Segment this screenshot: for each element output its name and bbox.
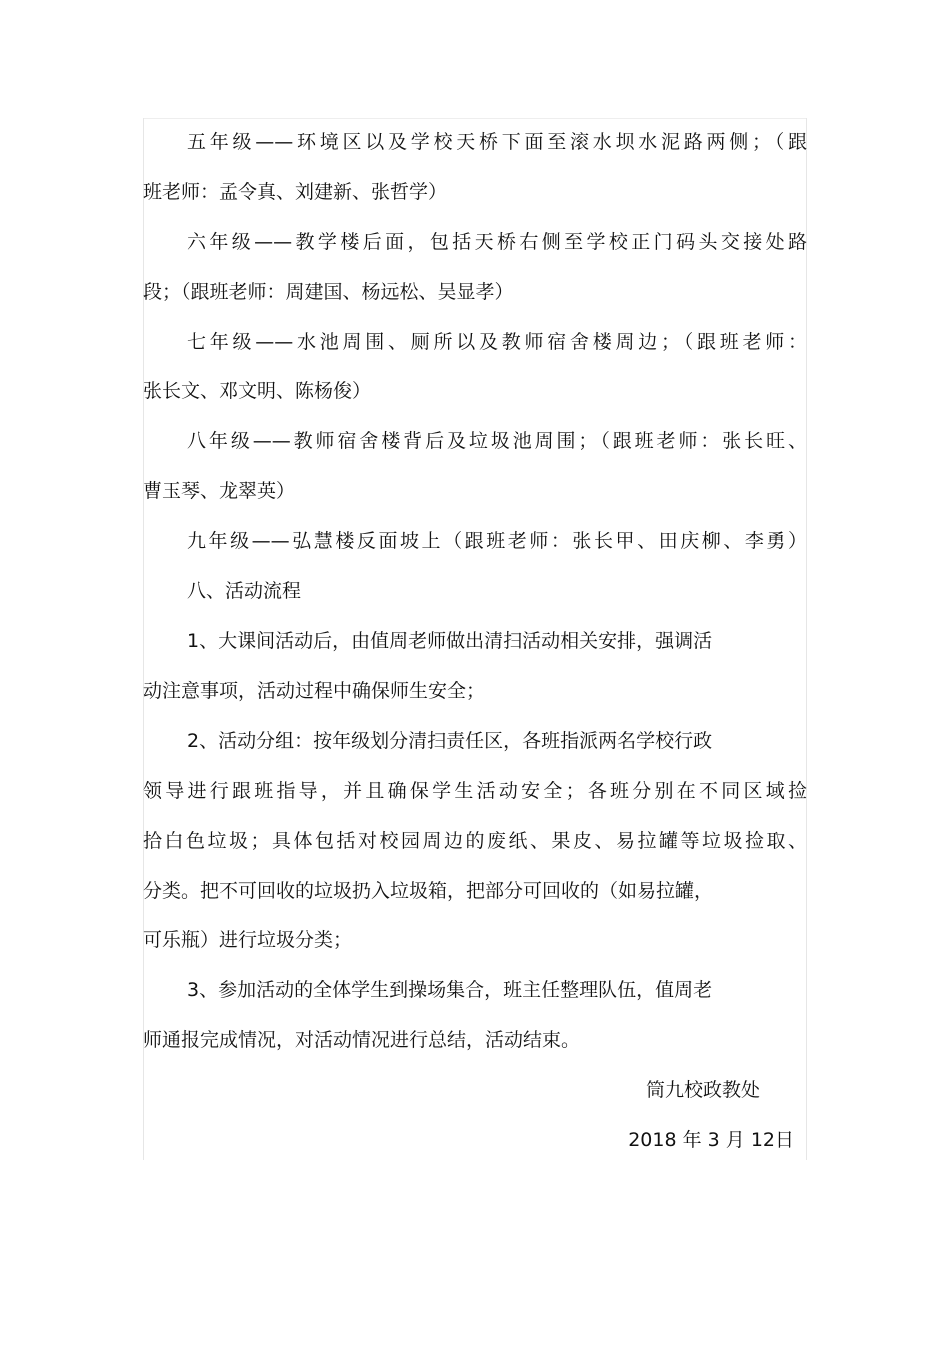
text-line: 1、大课间活动后，由值周老师做出清扫活动相关安排，强调活: [187, 630, 713, 652]
text-line: 2、活动分组：按年级划分清扫责任区，各班指派两名学校行政: [187, 730, 713, 752]
text-line: 七年级——水池周围、厕所以及教师宿舍楼周边；（跟班老师：: [187, 331, 807, 353]
text-line: 可乐瓶）进行垃圾分类；: [143, 929, 353, 951]
text-line: 领导进行跟班指导，并且确保学生活动安全；各班分别在不同区域捡: [143, 780, 807, 802]
section-heading: 八、活动流程: [187, 580, 302, 602]
signature: 筒九校政教处: [645, 1079, 760, 1101]
text-line: 五年级——环境区以及学校天桥下面至滚水坝水泥路两侧；（跟: [187, 131, 807, 153]
text-line: 拾白色垃圾；具体包括对校园周边的废纸、果皮、易拉罐等垃圾捡取、: [143, 830, 807, 852]
text-line: 分类。把不可回收的垃圾扔入垃圾箱，把部分可回收的（如易拉罐，: [143, 880, 714, 902]
text-line: 八年级——教师宿舍楼背后及垃圾池周围；（跟班老师：张长旺、: [187, 430, 807, 452]
text-line: 动注意事项，活动过程中确保师生安全；: [143, 680, 486, 702]
page-frame-left: [143, 118, 144, 1160]
text-line: 3、参加活动的全体学生到操场集合，班主任整理队伍，值周老: [187, 979, 713, 1001]
date: 2018 年 3 月 12日: [628, 1129, 794, 1151]
text-line: 班老师：孟令真、刘建新、张哲学）: [143, 181, 448, 203]
text-line: 六年级——教学楼后面，包括天桥右侧至学校正门码头交接处路: [187, 231, 807, 253]
text-line: 段；（跟班老师：周建国、杨远松、吴显孝）: [143, 281, 514, 303]
text-line: 师通报完成情况，对活动情况进行总结，活动结束。: [143, 1029, 581, 1051]
text-line: 曹玉琴、龙翠英）: [143, 480, 296, 502]
text-line: 九年级——弘慧楼反面坡上（跟班老师：张长甲、田庆柳、李勇）: [187, 530, 807, 552]
page-frame-top: [143, 118, 807, 119]
text-line: 张长文、邓文明、陈杨俊）: [143, 380, 372, 402]
